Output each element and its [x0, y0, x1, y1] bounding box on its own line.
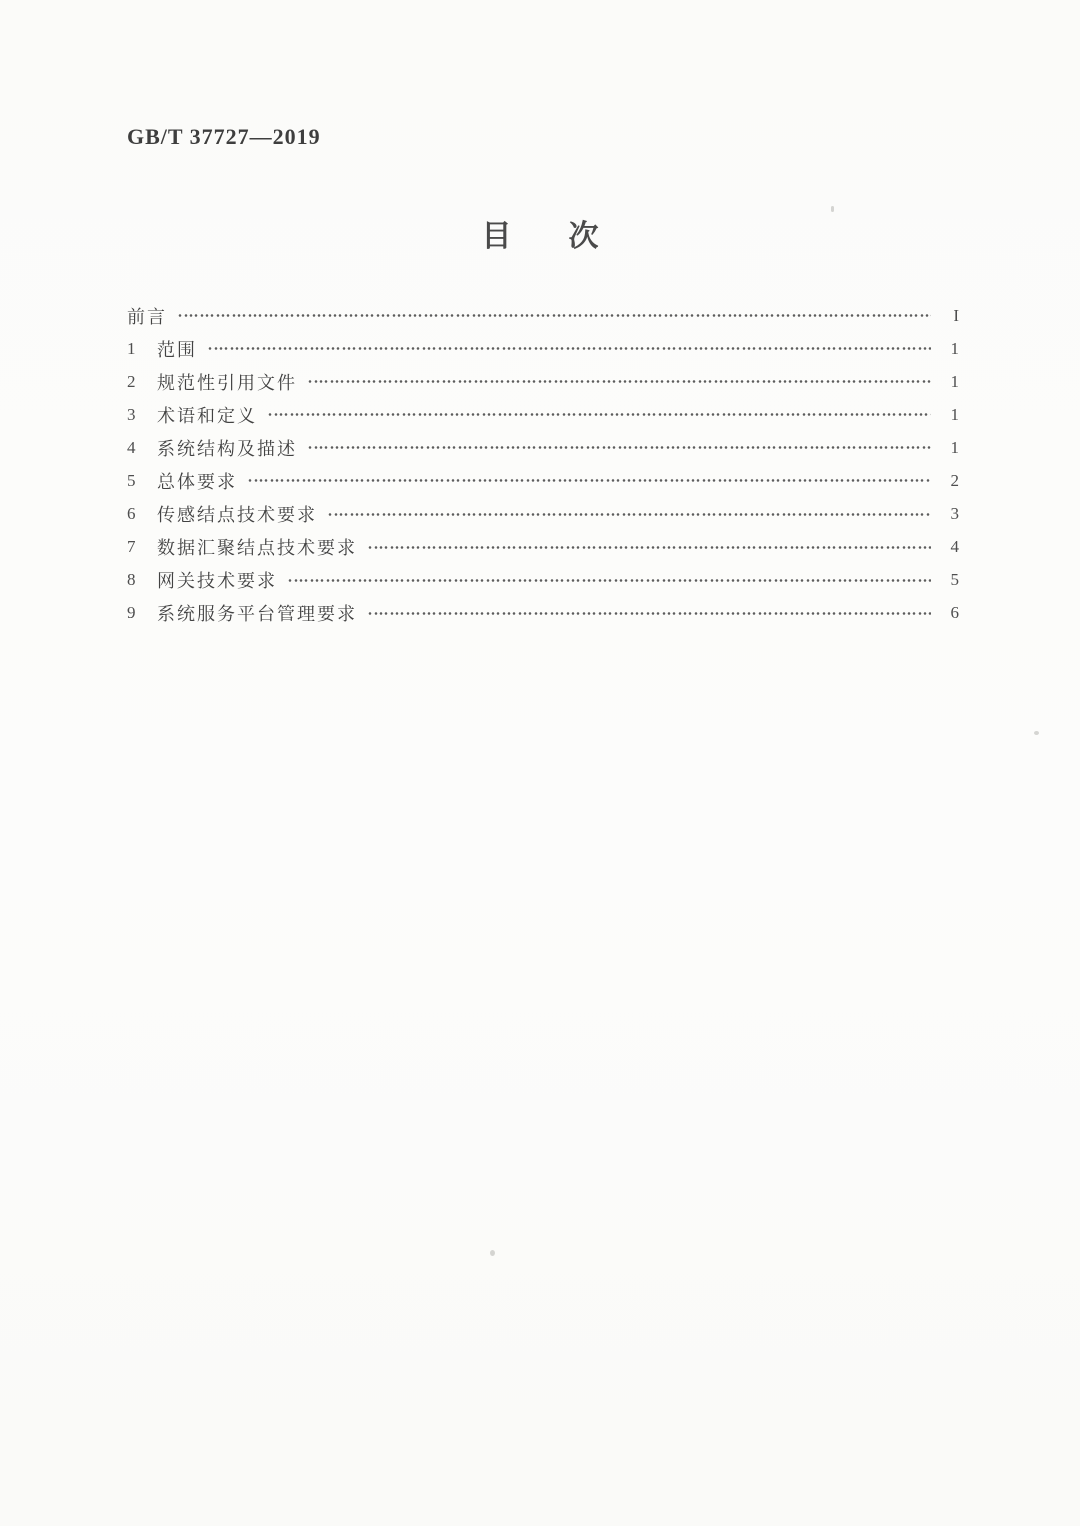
toc-entry-page: I — [953, 305, 959, 325]
dot-leader-icon — [207, 332, 931, 365]
toc-entry-number: 1 — [127, 338, 136, 358]
title-char-ci: 次 — [568, 220, 599, 253]
toc-entry-number: 5 — [127, 471, 136, 491]
toc-entry-page: 5 — [950, 570, 959, 590]
toc-entry — [127, 398, 959, 431]
toc-entry — [127, 464, 959, 497]
dot-leader-icon — [367, 597, 931, 630]
toc-entry-title: 网关技术要求 — [157, 571, 277, 592]
toc-entry-title: 数据汇聚结点技术要求 — [157, 538, 357, 559]
toc-entry-number: 4 — [127, 437, 136, 457]
toc-entry-number: 2 — [127, 371, 136, 391]
standard-number: GB/T 37727—2019 — [127, 124, 321, 149]
table-of-contents — [127, 299, 959, 630]
dot-leader-icon — [267, 398, 931, 431]
toc-entry-title: 系统结构及描述 — [157, 438, 297, 459]
toc-entry-page: 1 — [950, 404, 959, 424]
title-char-mu: 目 — [481, 220, 512, 253]
toc-entry-title: 前言 — [127, 306, 167, 327]
toc-entry — [127, 597, 959, 630]
toc-entry-page: 2 — [950, 471, 959, 491]
toc-entry-title: 传感结点技术要求 — [157, 505, 317, 526]
toc-entry-page: 4 — [950, 537, 959, 557]
toc-entry — [127, 431, 959, 464]
scan-artifact — [831, 206, 834, 212]
toc-entry — [127, 299, 959, 332]
toc-entry-number: 9 — [127, 603, 136, 623]
scan-artifact — [490, 1250, 495, 1256]
dot-leader-icon — [247, 464, 931, 497]
page-title — [0, 211, 1080, 255]
dot-leader-icon — [327, 498, 931, 531]
toc-entry-page: 1 — [950, 338, 959, 358]
dot-leader-icon — [307, 431, 931, 464]
toc-entry — [127, 498, 959, 531]
dot-leader-icon — [307, 365, 931, 398]
toc-entry-page: 6 — [950, 603, 959, 623]
toc-entry-page: 3 — [950, 504, 959, 524]
toc-entry — [127, 365, 959, 398]
toc-entry — [127, 564, 959, 597]
scan-artifact — [1034, 731, 1039, 735]
toc-entry — [127, 531, 959, 564]
dot-leader-icon — [287, 564, 931, 597]
dot-leader-icon — [177, 299, 931, 332]
toc-entry-page: 1 — [950, 371, 959, 391]
dot-leader-icon — [367, 531, 931, 564]
toc-entry-number: 6 — [127, 504, 136, 524]
toc-entry-title: 系统服务平台管理要求 — [157, 604, 357, 625]
toc-entry-page: 1 — [950, 437, 959, 457]
toc-entry-number: 7 — [127, 537, 136, 557]
toc-entry-title: 术语和定义 — [157, 405, 257, 426]
toc-entry-title: 总体要求 — [157, 472, 237, 493]
toc-entry-title: 范围 — [157, 339, 197, 360]
toc-entry-title: 规范性引用文件 — [157, 372, 297, 393]
toc-entry-number: 3 — [127, 404, 136, 424]
toc-entry-number: 8 — [127, 570, 136, 590]
toc-entry — [127, 332, 959, 365]
